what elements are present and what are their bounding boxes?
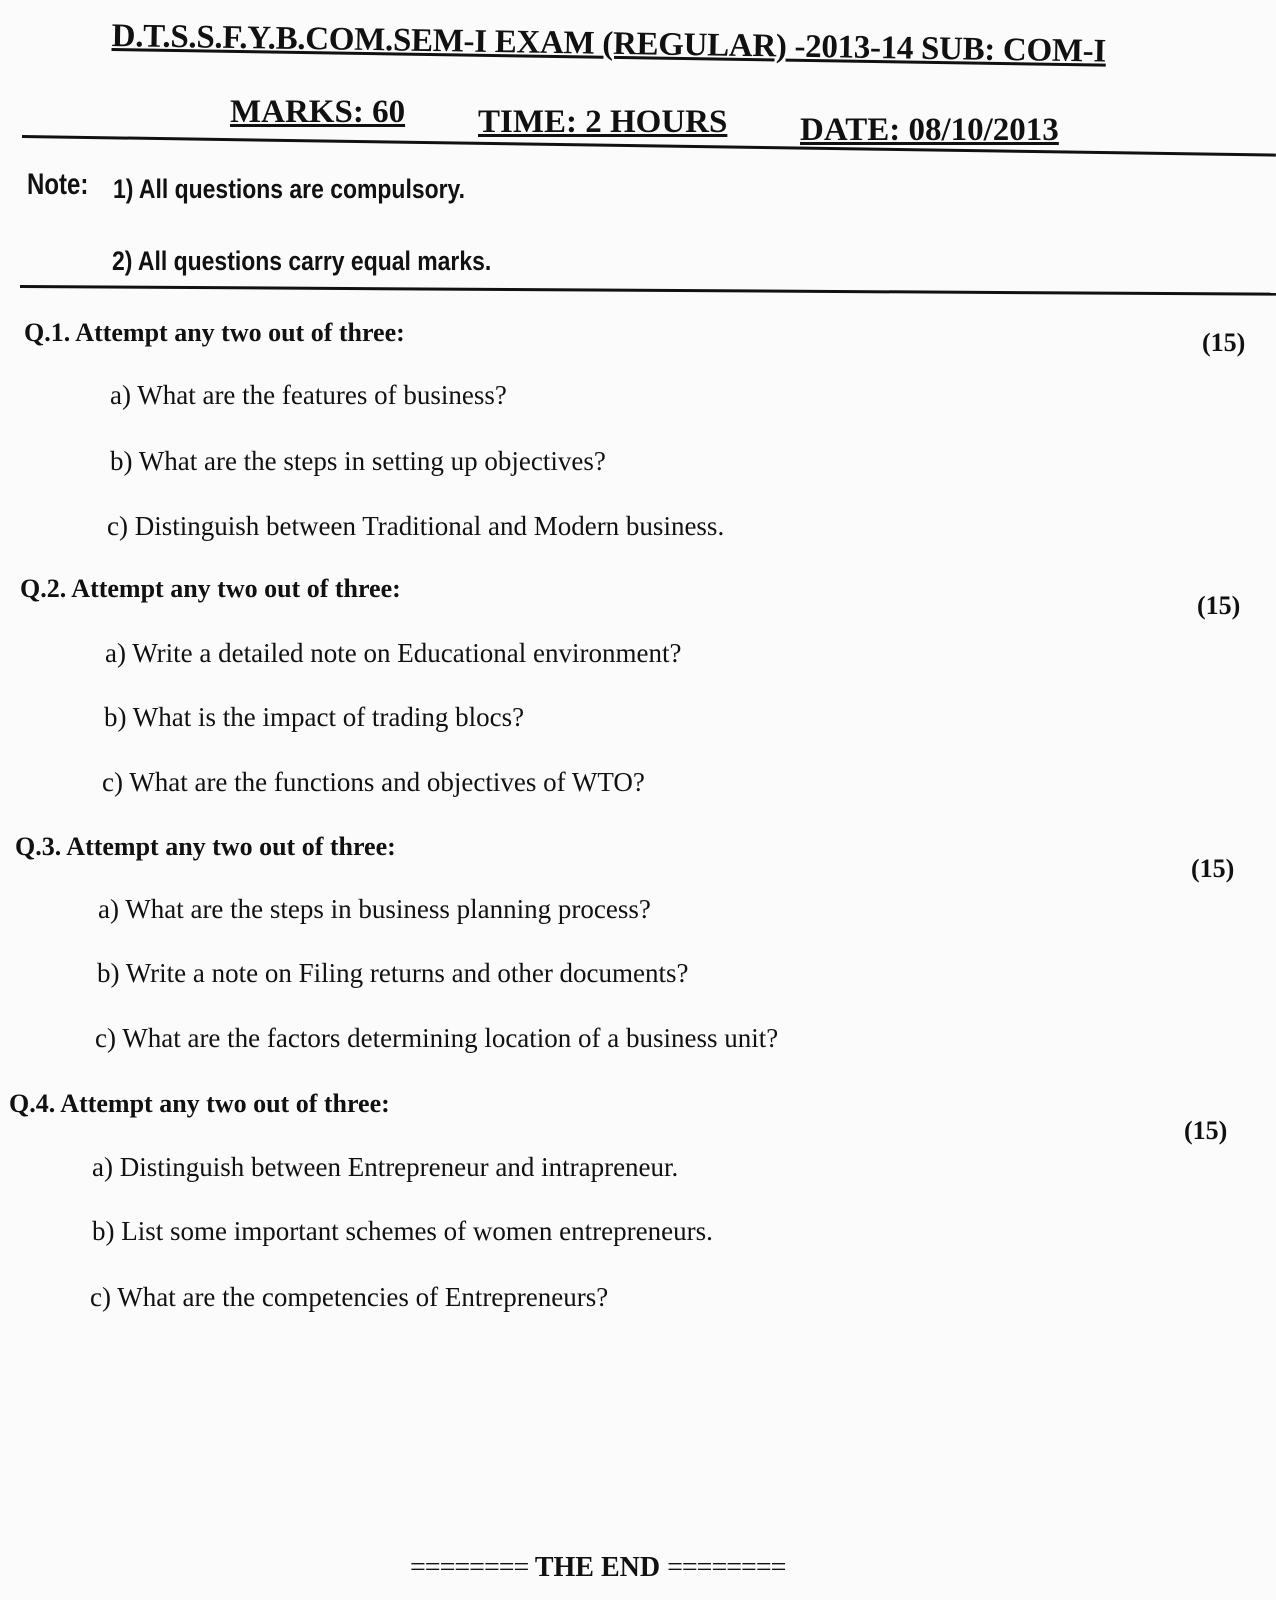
- note-label: Note:: [27, 168, 89, 201]
- note-item: 1) All questions are compulsory.: [113, 174, 465, 204]
- note-divider: [20, 285, 1276, 296]
- question-item: b) List some important schemes of women entrepreneurs.: [92, 1216, 713, 1246]
- question-item: a) Write a detailed note on Educational environment?: [105, 638, 682, 668]
- question-item: a) What are the features of business?: [110, 380, 507, 410]
- question-heading: Q.1. Attempt any two out of three:: [24, 318, 405, 347]
- question-heading: Q.2. Attempt any two out of three:: [20, 574, 401, 603]
- question-item: c) What are the competencies of Entrepreneurs?: [90, 1282, 609, 1312]
- end-rule-right: ========: [667, 1552, 786, 1583]
- question-marks: (15): [1191, 854, 1235, 883]
- question-item: a) Distinguish between Entrepreneur and intrapreneur.: [92, 1152, 679, 1182]
- question-heading: Q.3. Attempt any two out of three:: [15, 832, 396, 861]
- question-item: c) What are the factors determining location of a business unit?: [95, 1023, 779, 1053]
- question-marks: (15): [1202, 328, 1246, 357]
- question-item: c) What are the functions and objectives of WTO?: [102, 767, 645, 797]
- note-item: 2) All questions carry equal marks.: [112, 246, 492, 276]
- date-label: DATE: 08/10/2013: [800, 112, 1059, 148]
- question-marks: (15): [1197, 591, 1241, 620]
- end-marker: [410, 1552, 785, 1584]
- question-item: b) Write a note on Filing returns and other documents?: [97, 958, 689, 988]
- end-rule-left: ========: [410, 1552, 529, 1583]
- question-item: a) What are the steps in business planning process?: [98, 894, 651, 924]
- question-item: b) What is the impact of trading blocs?: [104, 702, 525, 732]
- time-label: TIME: 2 HOURS: [478, 104, 728, 140]
- marks-label: MARKS: 60: [230, 94, 406, 130]
- question-item: b) What are the steps in setting up objectives?: [110, 446, 606, 476]
- end-text: THE END: [534, 1552, 661, 1583]
- question-heading: Q.4. Attempt any two out of three:: [9, 1089, 390, 1118]
- question-item: c) Distinguish between Traditional and Modern business.: [107, 511, 725, 541]
- question-marks: (15): [1184, 1116, 1228, 1145]
- exam-title: D.T.S.S.F.Y.B.COM.SEM-I EXAM (REGULAR) -2013-14 SUB: COM-I: [111, 18, 1107, 70]
